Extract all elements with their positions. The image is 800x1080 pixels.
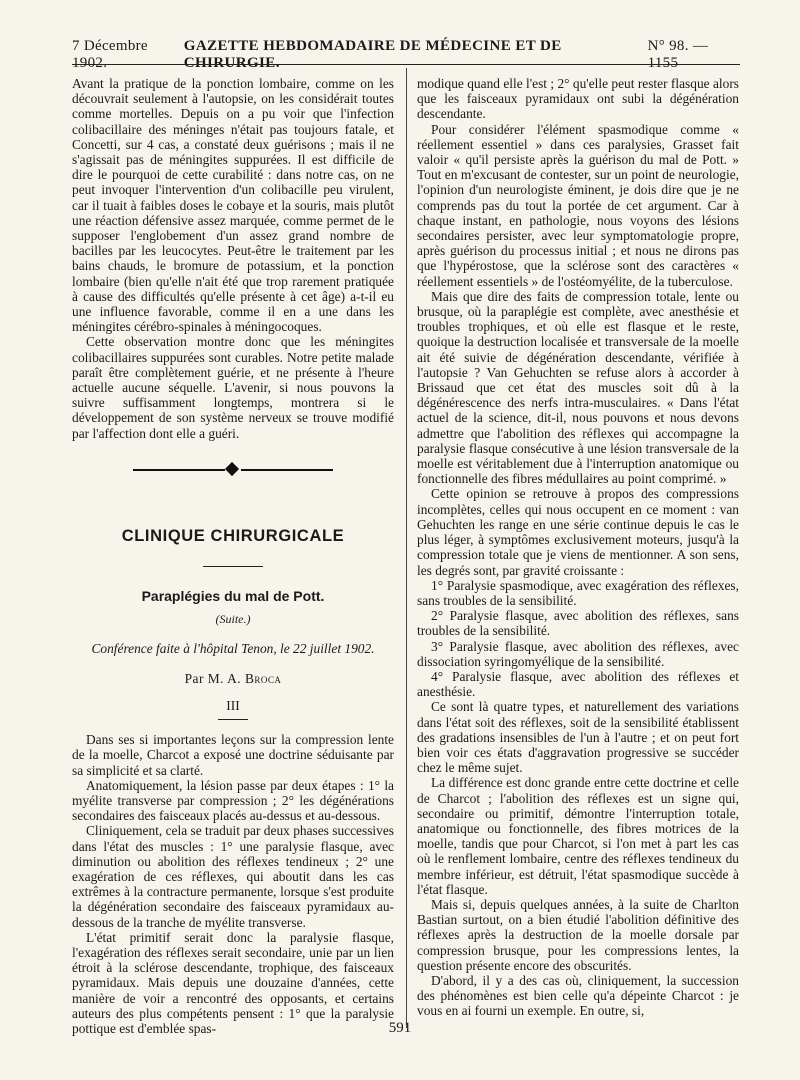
paragraph: Cette observation montre donc que les méningites colibacillaires suppurées sont curables. Notre petite malade paraît être complètement guérie, et ne présente à l'heure actuelle aucune séquelle. L'avenir, si nous pouvons la suivre suffisamment longtemps, montrera si le développement de son système nerveux se trouve modifié par l'affection dont elle a guéri. [72, 334, 394, 441]
author-prefix: Par M. A. [184, 670, 245, 686]
article-title: Paraplégies du mal de Pott. [141, 588, 325, 605]
journal-title: GAZETTE HEBDOMADAIRE DE MÉDECINE ET DE CHIRURGIE. [183, 38, 562, 71]
paragraph: Cette opinion se retrouve à propos des compressions incomplètes, celles qui nous occupent en ce moment : van Gehuchten les range en une série continue depuis le cas le plus léger, à symptômes exclusivement moteurs, jusqu'à la compression totale que je viens de mentionner. A son sens, les degrés sont, par gravité croissante : [417, 486, 739, 578]
paragraph: Mais si, depuis quelques années, à la suite de Charlton Bastian surtout, on a bien étudié l'abolition définitive des réflexes après la destruction de la moelle dorsale par compression brusque, pour les compressions lentes, la question présente encore des obscurités. [417, 896, 739, 973]
paragraph: Cliniquement, cela se traduit par deux phases successives dans l'état des muscles : 1° une paralysie flasque, avec diminution ou abolition des réflexes tendineux ; 2° une exagération de ces réflexes, qui aboutit dans les cas extrêmes à la contracture permanente, lorsque s'est produite la dégénération secondaire des faisceaux pyramidaux au-dessous de la tranche de myélite transverse. [72, 823, 394, 930]
paragraph: Dans ses si importantes leçons sur la compression lente de la moelle, Charcot a exposé une doctrine séduisante par sa simplicité et sa clarté. [72, 732, 394, 778]
short-rule [218, 719, 248, 720]
paragraph: Mais que dire des faits de compression totale, lente ou brusque, où la paraplégie est complète, avec anesthésie et troubles trophiques, et où elle est flasque et le reste, quoique la destruction localisée et transversale de la moelle ait été suivie de dégénération descendante, vérifiée à l'autopsie ? Van Gehuchten se refuse alors à accorder à Brissaud que cet état des muscles soit dû à la dégénérescence des nerfs intra-musculaires. « Dans l'état actuel de la science, dit-il, nous pouvons et nous devons admettre que l'abolition des réflexes qui accompagne la paralysie flasque consécutive à une lésion transversale de la moelle est véritablement due à l'interruption anatomique ou fonctionnelle des fibres médullaires au point comprimé. » [417, 288, 739, 487]
issue-number: N° 98. — 1155 [647, 38, 709, 71]
paragraph: Pour considérer l'élément spasmodique comme « réellement essentiel » dans ces paralysies, Grasset fait valoir « qu'il persiste après la guérison du mal de Pott. » Tout en m'excusant de contester, sur un point de neurologie, l'opinion d'un neurologiste éminent, je dois dire que je ne comprends pas du tout la portée de cet argument. Car à chaque instant, en pathologie, nous voyons des lésions secondaires persister, avec leur symptomatologie propre, après guérison du processus initial ; et nous ne dirons pas que l'hypérostose, que la sclérose sont des caractères « réellement essentiels » de l'ostéomyélite, de la tuberculose. [417, 121, 739, 289]
list-item: 2° Paralysie flasque, avec abolition des réflexes, sans troubles de la sensibilité. [417, 608, 739, 639]
short-rule [203, 566, 263, 567]
header-rule [72, 64, 740, 65]
paragraph: Anatomiquement, la lésion passe par deux étapes : 1° la myélite transverse par compression ; 2° les dégénérations secondaires des faisceaux placés au-dessus et au-dessous. [72, 777, 394, 824]
ornamental-divider [133, 463, 333, 477]
author-line [72, 671, 394, 686]
conference-line: Conférence faite à l'hôpital Tenon, le 22 juillet 1902. [91, 641, 375, 657]
section-title: CLINIQUE CHIRURGICALE [121, 526, 345, 545]
paragraph: La différence est donc grande entre cette doctrine et celle de Charcot ; l'abolition des réflexes est un signe qui, secondaire ou primitif, démontre l'interruption totale, anatomique ou fonctionnelle, des fibres motrices de la moelle, tandis que pour Charcot, si l'on met à part les cas où le renflement lombaire, centre des réflexes tendineux du membre inférieur, est détruit, l'état spasmodique succède à l'état flasque. [417, 775, 739, 897]
running-header [72, 38, 740, 72]
list-item: 3° Paralysie flasque, avec abolition des réflexes, avec dissociation syringomyélique de la sensibilité. [417, 638, 739, 669]
right-column [417, 76, 739, 1019]
author-name: Broca [245, 670, 282, 686]
paragraph: modique quand elle l'est ; 2° qu'elle peut rester flasque alors que les faisceaux pyramidaux ont subi la dégénération descendante. [417, 76, 739, 122]
part-number: III [226, 697, 240, 713]
page-number: 591 [388, 1020, 412, 1036]
paragraph: D'abord, il y a des cas où, cliniquement, la succession des phénomènes est bien celle qu'a dépeinte Charcot : je vous en ai fourni un exemple. En outre, si, [417, 972, 739, 1019]
paragraph: Avant la pratique de la ponction lombaire, comme on les découvrait seulement à l'autopsie, on les considérait toutes comme mortelles. Depuis on a pu voir que l'infection colibacillaire des méninges n'était pas toujours fatale, et Concetti, sur 4 cas, a constaté deux guérisons ; mais il ne s'agissait pas de méningites suppurées. Il est difficile de dire le pourquoi de cette curabilité : dans notre cas, on ne peut invoquer l'intervention d'un colibacille peu virulent, car il tuait à faibles doses le cobaye et la souris, mais plutôt une réaction défensive assez marquée, comme permet de le supposer l'englobement d'un assez grand nombre de bacilles par les leucocytes. Peut-être le traitement par les bains chauds, le bromure de potassium, et la ponction lombaire (bien qu'elle n'ait été que trop rarement pratiquée à cause des difficultés qu'elle présente à cet âge) a-t-il eu une influence favorable, comme il en a une dans les méningites cérébro-spinales à méningocoques. [72, 76, 394, 335]
paragraph: L'état primitif serait donc la paralysie flasque, l'exagération des réflexes serait secondaire, unie par un lien étroit à la sclérose descendante, trophique, des faisceaux pyramidaux. Mais depuis une douzaine d'années, cette manière de voir a rencontré des opposants, et certains auteurs des plus compétents pensent : 1° que la paralysie pottique est d'emblée spas- [72, 929, 394, 1036]
list-item: 1° Paralysie spasmodique, avec exagération des réflexes, sans troubles de la sensibilité. [417, 577, 739, 608]
column-rule [406, 68, 407, 1028]
list-item: 4° Paralysie flasque, avec abolition des réflexes et anesthésie. [417, 668, 739, 700]
header-date: 7 Décembre 1902. [72, 38, 148, 71]
left-column [72, 76, 394, 1036]
article-subtitle: (Suite.) [215, 612, 251, 627]
paragraph: Ce sont là quatre types, et naturellement des variations dans l'état soit des réflexes, soit de la sensibilité établissent des gradations insensibles de l'un à l'autre ; et on peut fort bien voir ces états d'aggravation progressive se succéder chez le même sujet. [417, 699, 739, 776]
